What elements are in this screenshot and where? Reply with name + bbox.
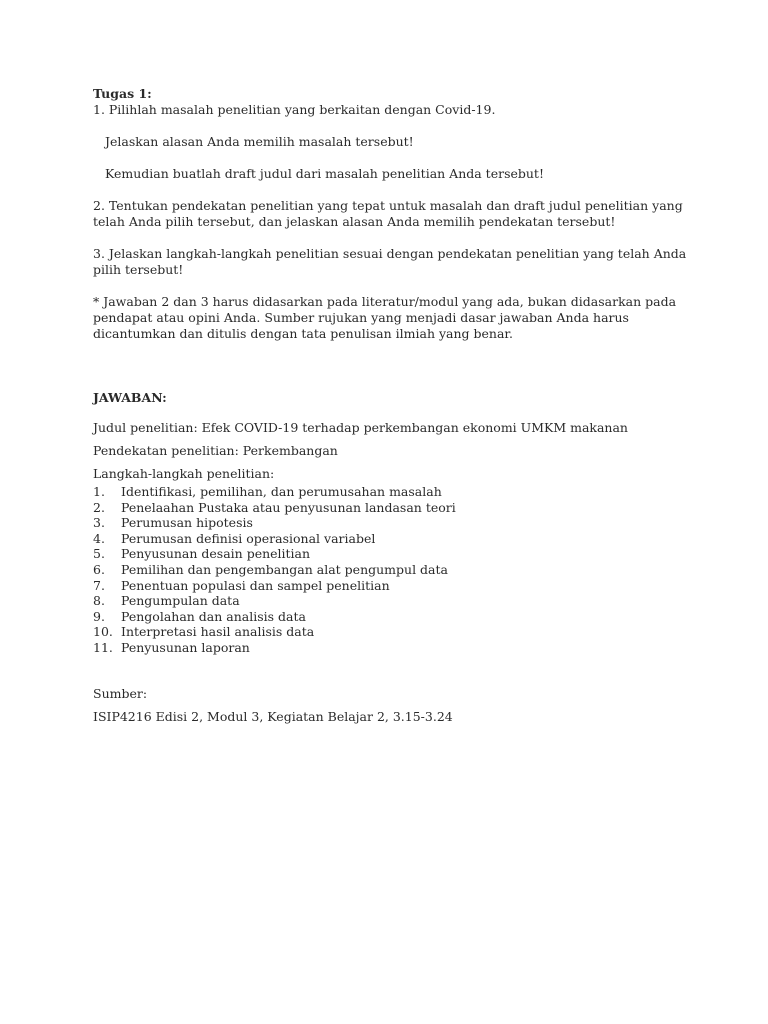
research-title: Judul penelitian: Efek COVID-19 terhadap perkembangan ekonomi UMKM makanan (93, 420, 628, 435)
step-number: 10. (93, 624, 113, 640)
step-number: 4. (93, 530, 105, 546)
question-3-line-1: 3. Jelaskan langkah-langkah penelitian sesuai dengan pendekatan penelitian yang telah Anda (93, 246, 687, 261)
step-number: 2. (93, 499, 105, 515)
list-item (93, 640, 673, 656)
question-3-line-2: pilih tersebut! (93, 262, 184, 277)
step-text: Interpretasi hasil analisis data (121, 624, 315, 640)
question-3 (93, 246, 687, 278)
question-2-line-2: telah Anda pilih tersebut, dan jelaskan alasan Anda memilih pendekatan tersebut! (93, 214, 616, 229)
step-text: Penelaahan Pustaka atau penyusunan landasan teori (121, 499, 456, 515)
list-item (93, 624, 673, 640)
step-text: Identifikasi, pemilihan, dan perumusahan masalah (121, 484, 442, 499)
step-number: 6. (93, 561, 105, 577)
source-reference: ISIP4216 Edisi 2, Modul 3, Kegiatan Belajar 2, 3.15-3.24 (93, 708, 453, 724)
step-text: Perumusan definisi operasional variabel (121, 530, 376, 546)
question-2-line-1: 2. Tentukan pendekatan penelitian yang tepat untuk masalah dan draft judul penelitian yang (93, 198, 683, 213)
research-approach: Pendekatan penelitian: Perkembangan (93, 443, 338, 458)
question-1-reason: Jelaskan alasan Anda memilih masalah tersebut! (105, 134, 414, 149)
question-1-draft-title: Kemudian buatlah draft judul dari masalah penelitian Anda tersebut! (105, 166, 544, 181)
list-item (93, 531, 673, 547)
step-text: Penyusunan laporan (121, 639, 250, 655)
step-text: Penyusunan desain penelitian (121, 546, 311, 562)
task-note (93, 294, 677, 342)
question-1: 1. Pilihlah masalah penelitian yang berkaitan dengan Covid-19. (93, 102, 496, 117)
task-note-line-2: pendapat atau opini Anda. Sumber rujukan yang menjadi dasar jawaban Anda harus (93, 310, 629, 325)
list-item (93, 562, 673, 578)
document-page (93, 86, 687, 732)
task-note-line-1: * Jawaban 2 dan 3 harus didasarkan pada literatur/modul yang ada, bukan didasarkan pada (93, 294, 677, 309)
list-item (93, 609, 673, 625)
step-number: 11. (93, 639, 113, 655)
step-number: 1. (93, 484, 105, 499)
step-text: Penentuan populasi dan sampel penelitian (121, 577, 390, 593)
steps-label: Langkah-langkah penelitian: (93, 466, 275, 481)
step-text: Pengolahan dan analisis data (121, 608, 306, 624)
step-number: 8. (93, 593, 105, 609)
task-heading: Tugas 1: (93, 86, 152, 101)
step-number: 3. (93, 515, 105, 531)
list-item (93, 546, 673, 562)
source-label: Sumber: (93, 685, 148, 701)
step-number: 7. (93, 577, 105, 593)
list-item (93, 515, 673, 531)
step-number: 9. (93, 608, 105, 624)
answer-heading: JAWABAN: (93, 390, 167, 405)
step-text: Pengumpulan data (121, 593, 240, 609)
list-item (93, 500, 673, 516)
step-text: Perumusan hipotesis (121, 515, 253, 531)
list-item (93, 578, 673, 594)
list-item (93, 484, 673, 500)
step-text: Pemilihan dan pengembangan alat pengumpul data (121, 561, 448, 577)
question-2 (93, 198, 683, 230)
list-item (93, 593, 673, 609)
research-steps-list (93, 484, 673, 656)
task-note-line-3: dicantumkan dan ditulis dengan tata penulisan ilmiah yang benar. (93, 326, 513, 341)
step-number: 5. (93, 546, 105, 562)
